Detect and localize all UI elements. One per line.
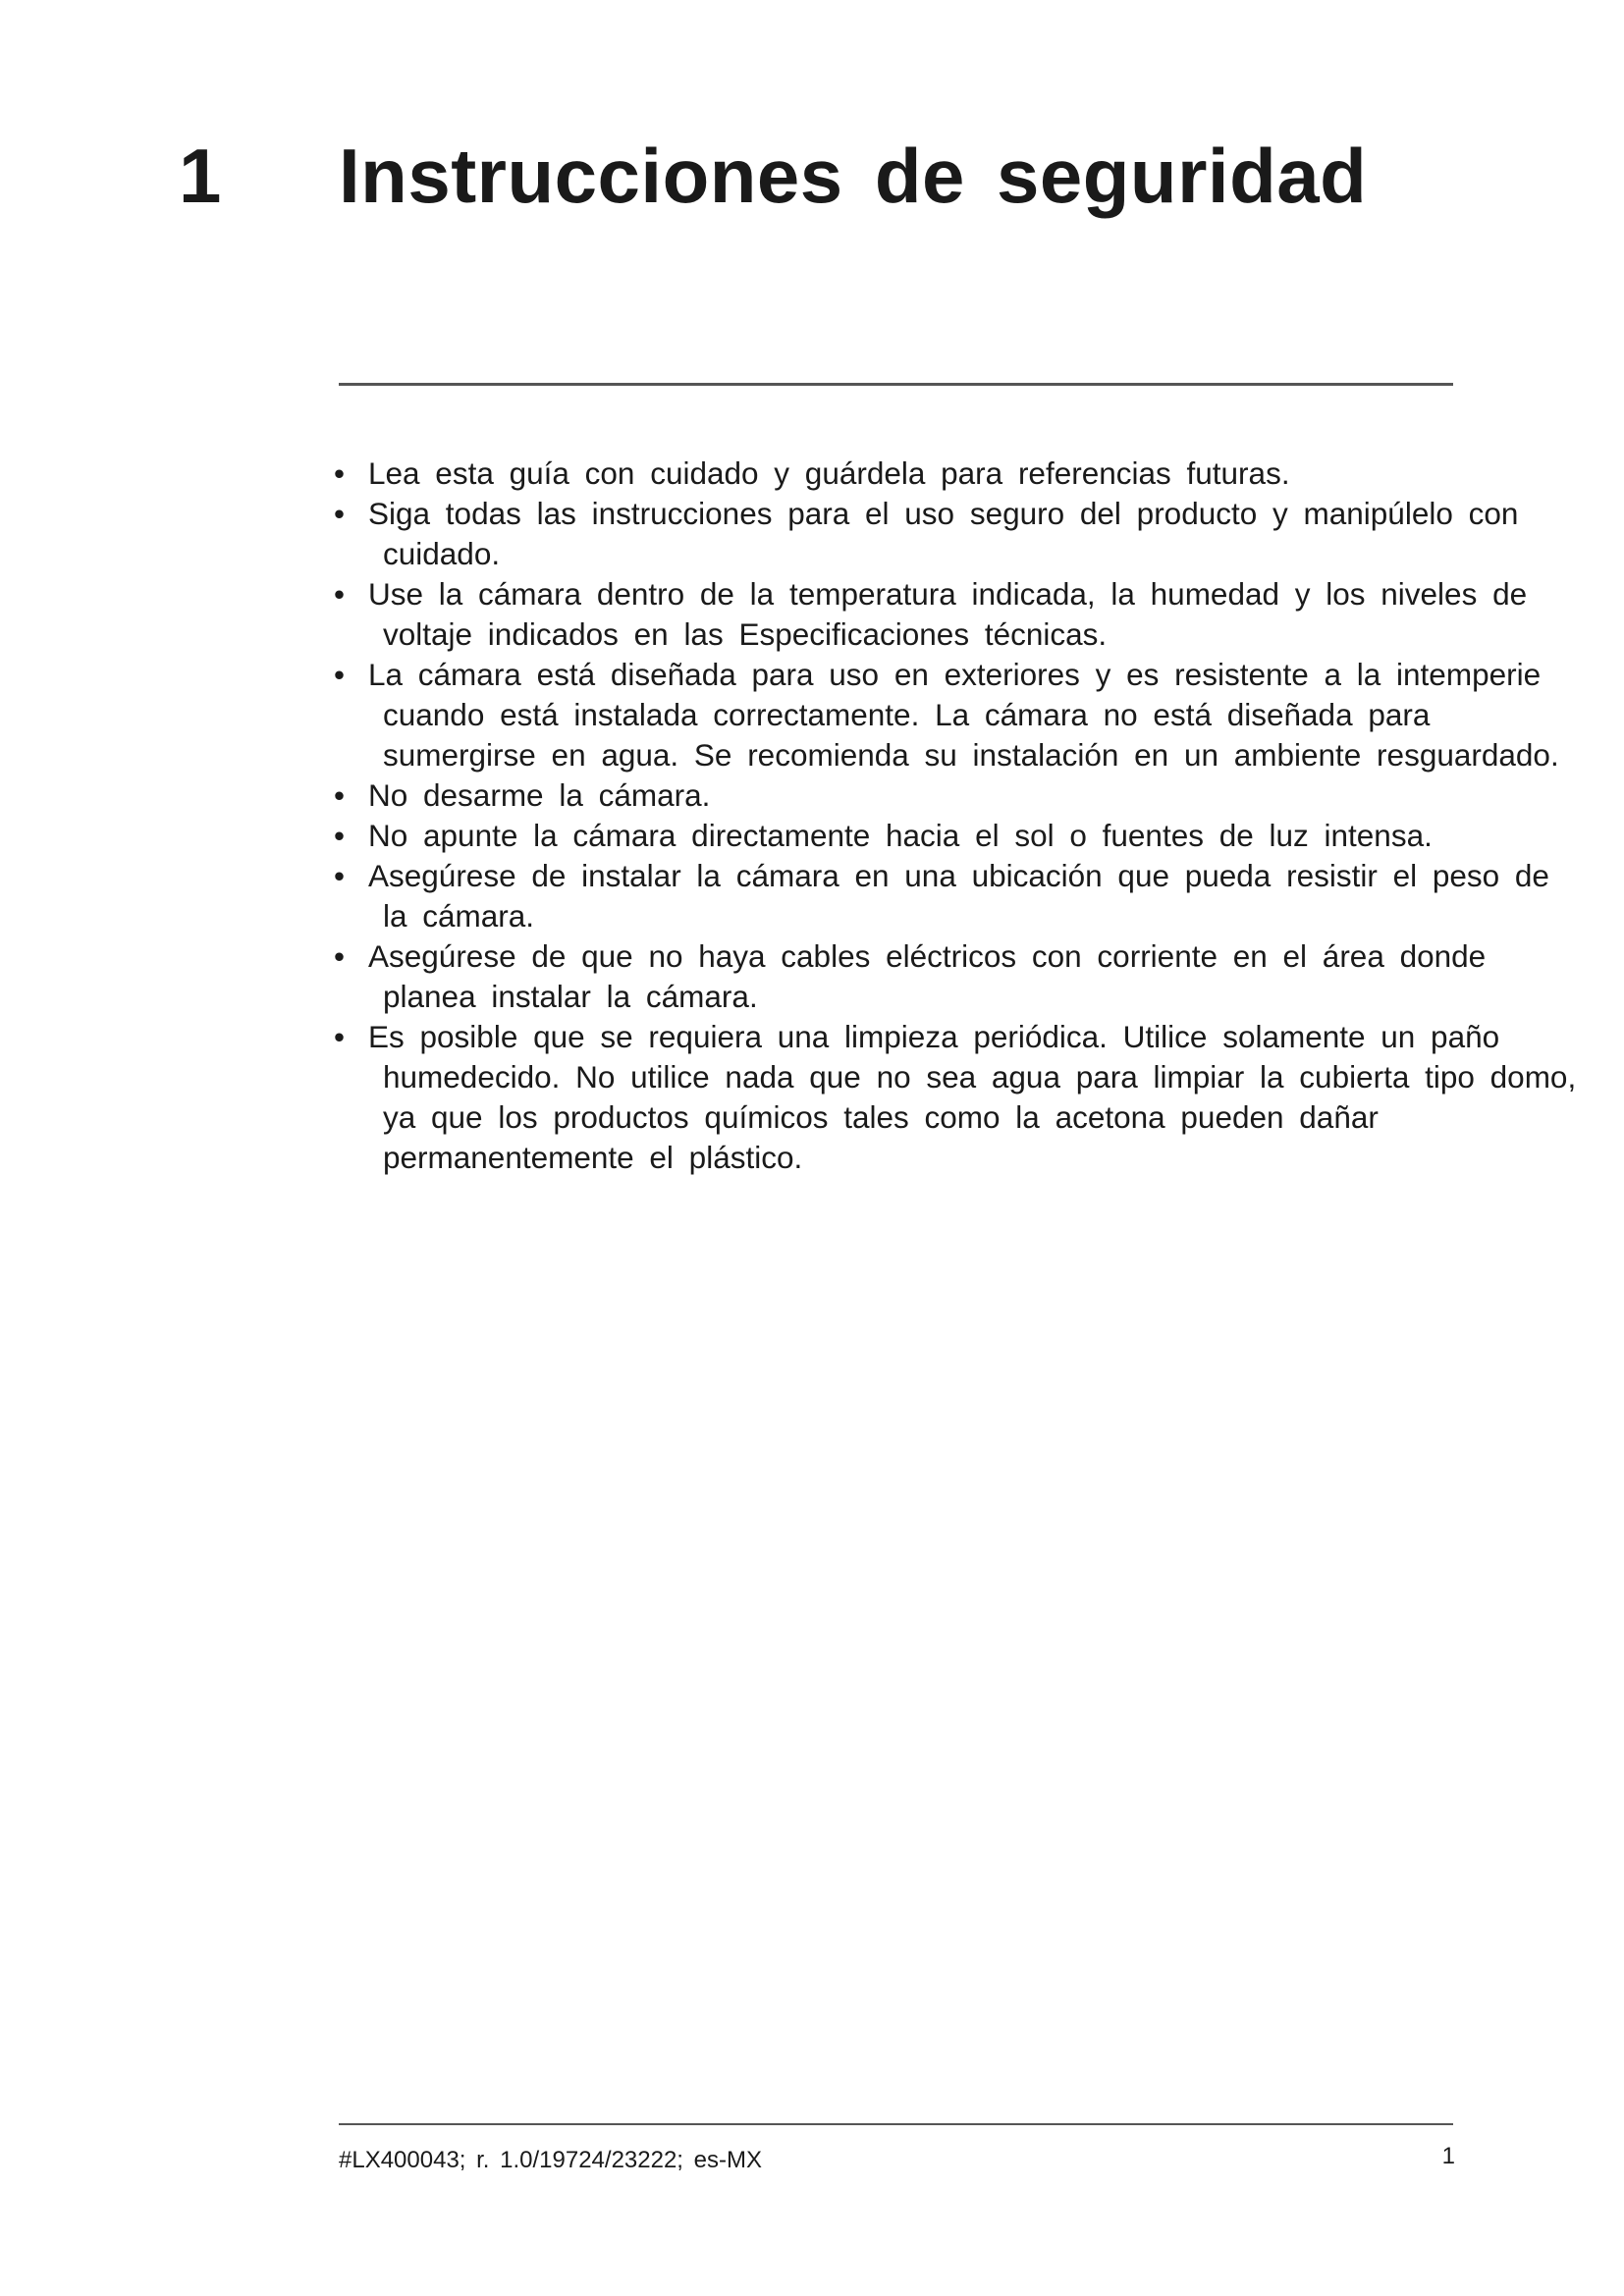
list-item	[334, 454, 1581, 494]
list-item	[334, 494, 1581, 574]
list-item-text: Siga todas las instrucciones para el uso seguro del producto y manipúlelo con cuidado.	[368, 496, 1519, 571]
list-item-text: Es posible que se requiera una limpieza periódica. Utilice solamente un paño humedecido. No utilice nada que no sea agua para limpiar la cubierta tipo domo, ya que los productos químicos tales como la acetona pueden dañar permanentemente el plástico.	[368, 1019, 1577, 1175]
footer-document-reference: #LX400043; r. 1.0/19724/23222; es-MX	[339, 2147, 762, 2173]
list-item	[334, 775, 1581, 816]
list-item-text: No desarme la cámara.	[368, 777, 711, 813]
bullet-icon: •	[334, 777, 346, 813]
list-item-text: No apunte la cámara directamente hacia el sol o fuentes de luz intensa.	[368, 818, 1433, 853]
bullet-icon: •	[334, 455, 346, 491]
bullet-icon: •	[334, 576, 346, 612]
list-item-text: Asegúrese de instalar la cámara en una ubicación que pueda resistir el peso de la cámara.	[368, 858, 1549, 934]
list-item	[334, 936, 1581, 1017]
bullet-icon: •	[334, 496, 346, 531]
list-item	[334, 856, 1581, 936]
list-item	[334, 816, 1581, 856]
bullet-icon: •	[334, 858, 346, 893]
bullet-icon: •	[334, 818, 346, 853]
list-item	[334, 655, 1581, 775]
footer-divider	[339, 2123, 1453, 2125]
chapter-title: Instrucciones de seguridad	[339, 133, 1368, 219]
list-item-text: Lea esta guía con cuidado y guárdela para referencias futuras.	[368, 455, 1290, 491]
top-divider	[339, 383, 1453, 386]
bullet-icon: •	[334, 1019, 346, 1054]
list-item-text: La cámara está diseñada para uso en exteriores y es resistente a la intemperie cuando está instalada correctamente. La cámara no está diseñada para sumergirse en agua. Se recomienda su instalación en un ambiente resguardado.	[368, 657, 1559, 773]
safety-instructions-list	[334, 454, 1581, 1178]
list-item-text: Use la cámara dentro de la temperatura indicada, la humedad y los niveles de voltaje indicados en las Especificaciones técnicas.	[368, 576, 1528, 652]
page-number: 1	[1441, 2143, 1455, 2169]
bullet-icon: •	[334, 938, 346, 974]
chapter-number: 1	[179, 133, 222, 219]
list-item	[334, 1017, 1581, 1178]
bullet-icon: •	[334, 657, 346, 692]
list-item	[334, 574, 1581, 655]
list-item-text: Asegúrese de que no haya cables eléctricos con corriente en el área donde planea instalar la cámara.	[368, 938, 1487, 1014]
